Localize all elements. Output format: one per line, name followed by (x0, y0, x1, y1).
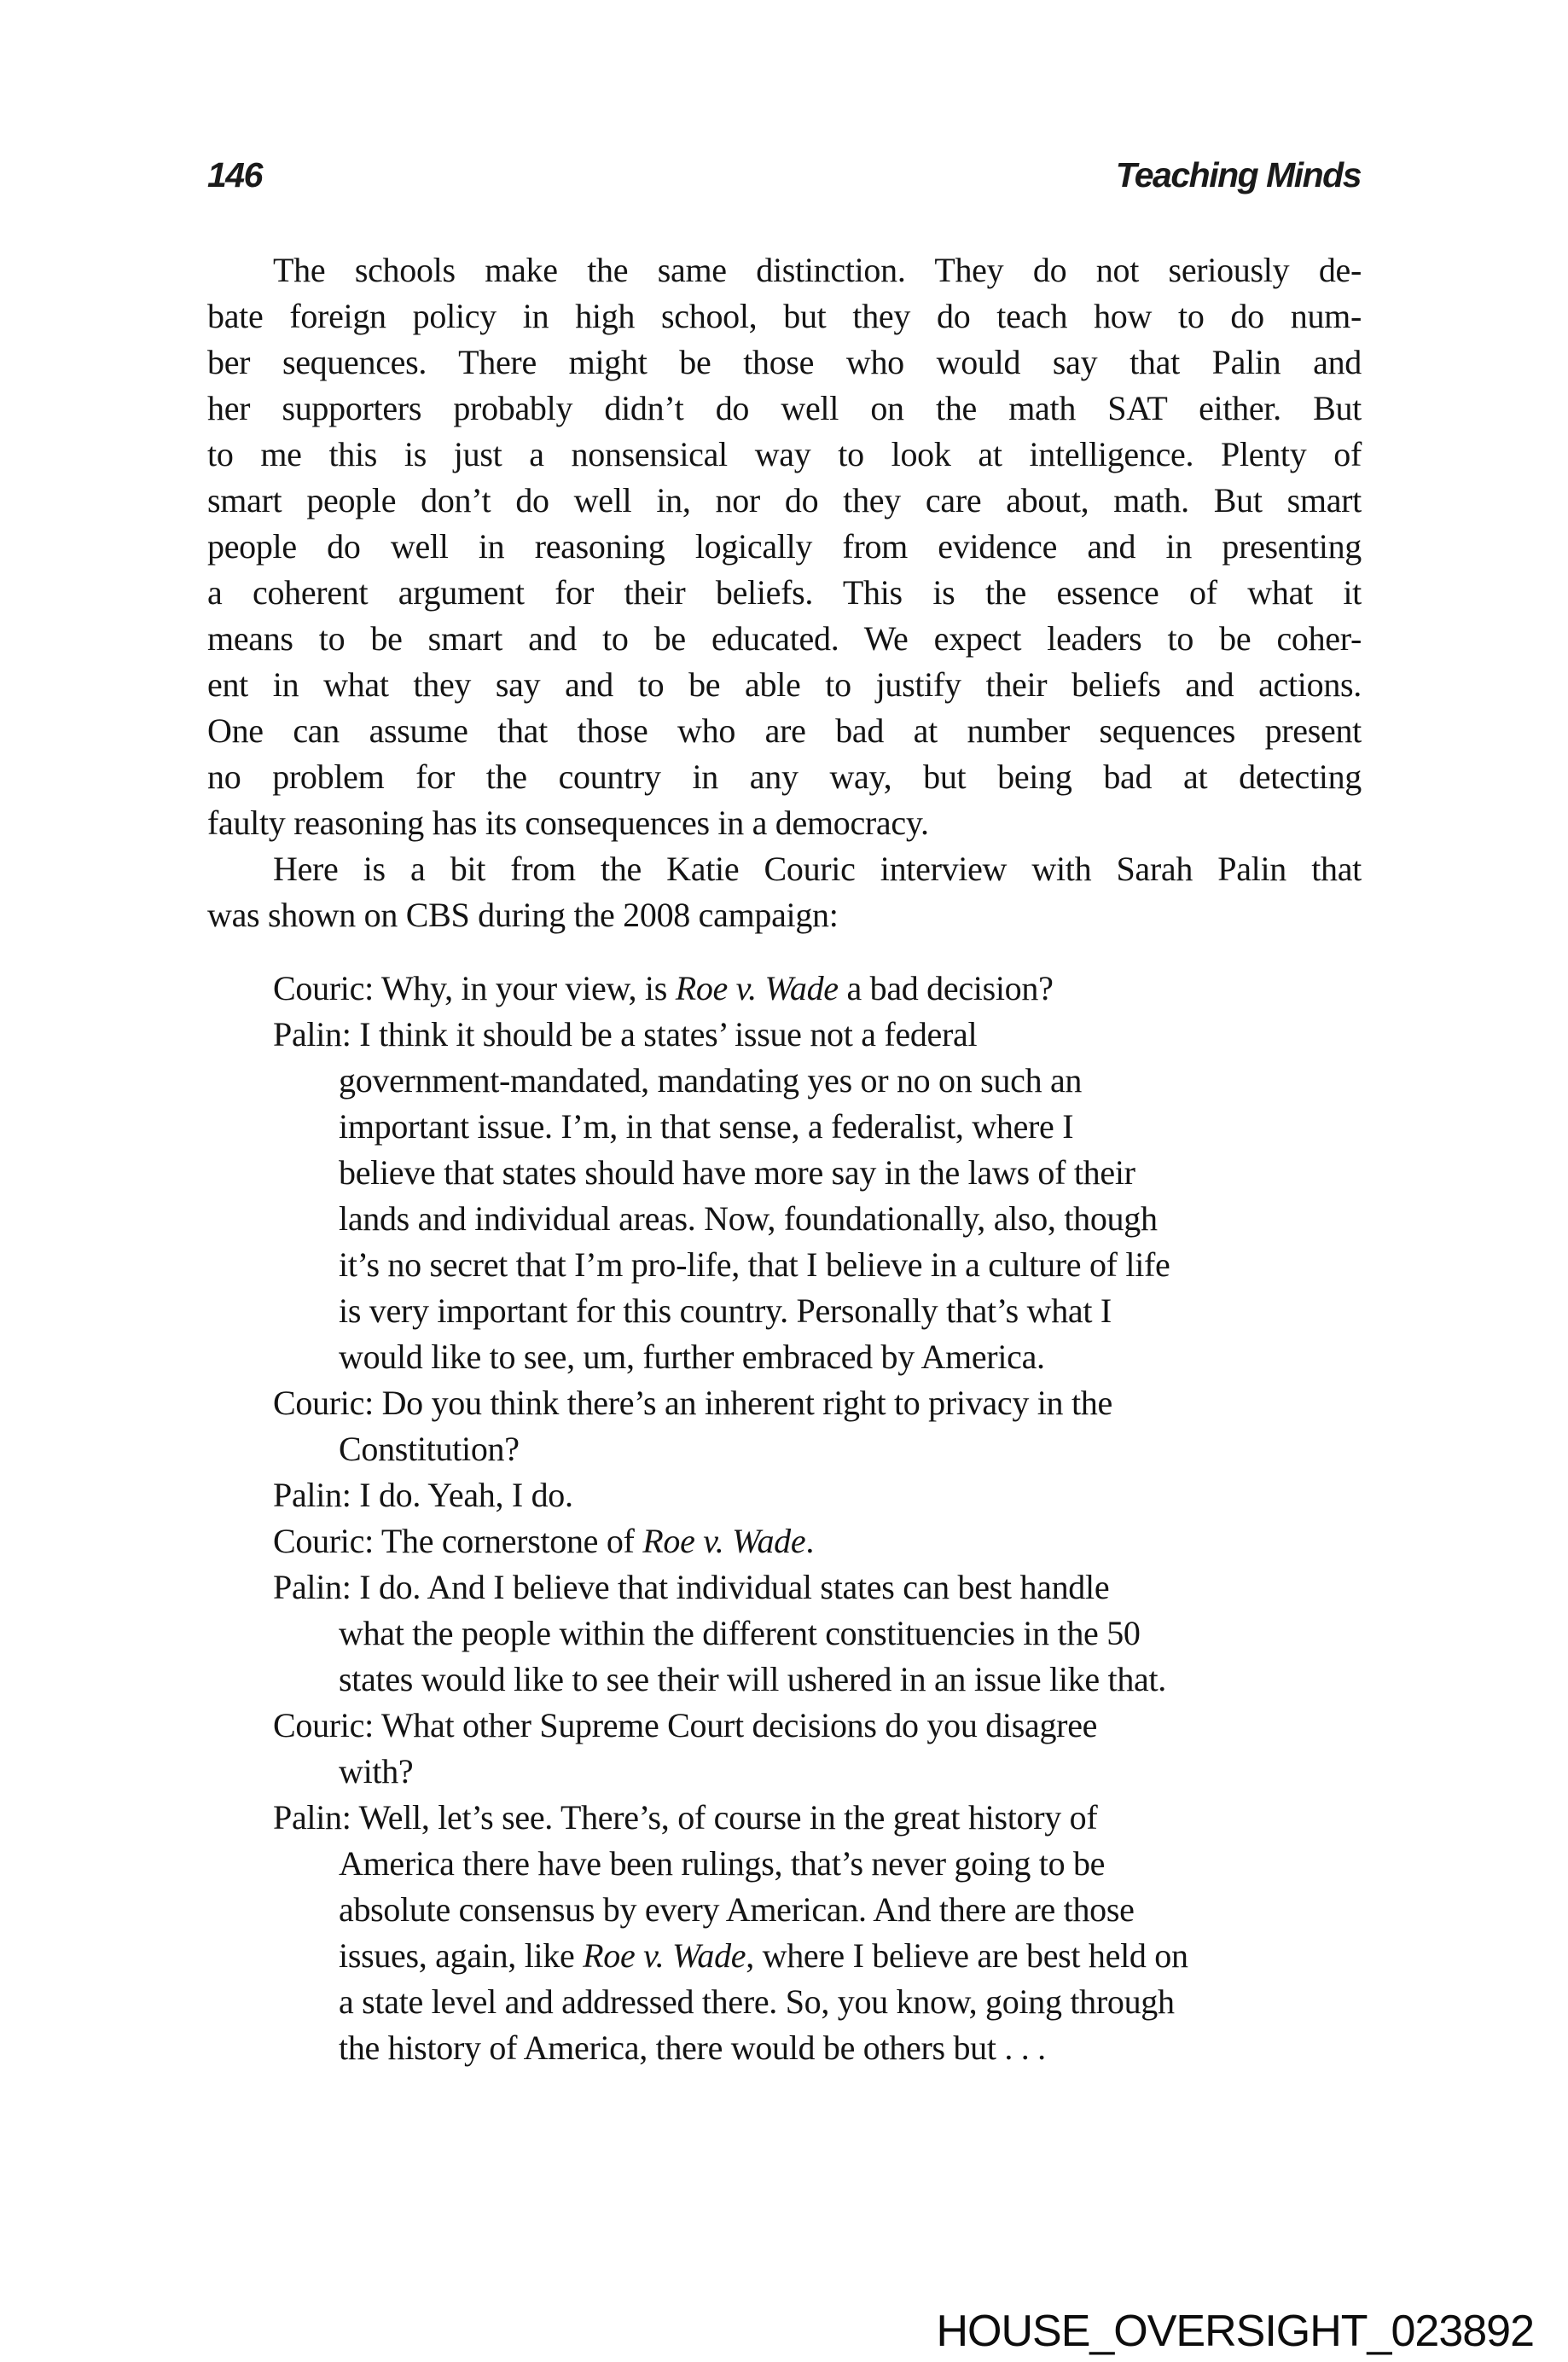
quote-text: absolute consensus by every American. And there are those (339, 1890, 1135, 1929)
body-line: her supporters probably didn’t do well on the math SAT either. But (207, 389, 1362, 427)
body-line: smart people don’t do well in, nor do they care about, math. But smart (207, 481, 1362, 519)
quote-line (207, 1749, 1362, 1795)
body-line: bate foreign policy in high school, but they do teach how to do num- (207, 297, 1362, 335)
quote-text: a state level and addressed there. So, you know, going through (339, 1982, 1175, 2021)
italic-case-name: Roe v. Wade (583, 1936, 746, 1975)
quote-line (207, 1795, 1362, 1841)
quote-text: important issue. I’m, in that sense, a federalist, where I (339, 1107, 1074, 1146)
quote-line (207, 1518, 1362, 1564)
quote-line (207, 966, 1362, 1012)
quote-line (207, 1564, 1362, 1610)
quote-text: what the people within the different constituencies in the 50 (339, 1614, 1141, 1652)
quote-text: Palin: Well, let’s see. There’s, of course in the great history of (273, 1798, 1098, 1837)
quote-text: the history of America, there would be others but . . . (339, 2028, 1046, 2067)
quote-line (207, 1012, 1362, 1058)
quote-line (207, 2025, 1362, 2071)
body-line: people do well in reasoning logically from evidence and in presenting (207, 527, 1362, 566)
quote-line (207, 1380, 1362, 1426)
italic-case-name: Roe v. Wade (642, 1522, 806, 1560)
body-line: ber sequences. There might be those who would say that Palin and (207, 343, 1362, 381)
body-line: was shown on CBS during the 2008 campaign: (207, 896, 839, 934)
quote-text: would like to see, um, further embraced by America. (339, 1338, 1045, 1376)
body-line: ent in what they say and to be able to justify their beliefs and actions. (207, 665, 1362, 704)
page-number: 146 (207, 155, 262, 194)
quote-text: issues, again, like (339, 1936, 584, 1975)
quote-text: Couric: Do you think there’s an inherent right to privacy in the (273, 1384, 1112, 1422)
body-line: no problem for the country in any way, but being bad at detecting (207, 757, 1362, 796)
quote-text: Palin: I do. Yeah, I do. (273, 1476, 573, 1514)
quote-text: Palin: I think it should be a states’ issue not a federal (273, 1015, 978, 1053)
running-head-book-title: Teaching Minds (1115, 155, 1361, 194)
quote-line (207, 1979, 1362, 2025)
body-line: The schools make the same distinction. They do not seriously de- (273, 251, 1362, 289)
quote-line (207, 1058, 1362, 1104)
quote-line (207, 1334, 1362, 1380)
quote-text: lands and individual areas. Now, foundationally, also, though (339, 1199, 1158, 1238)
quote-line (207, 1933, 1362, 1979)
quote-text: , where I believe are best held on (746, 1936, 1188, 1975)
quote-text: America there have been rulings, that’s never going to be (339, 1844, 1106, 1883)
body-line: One can assume that those who are bad at number sequences present (207, 711, 1362, 750)
quote-block (207, 966, 1362, 2071)
quote-line (207, 1288, 1362, 1334)
quote-line (207, 1657, 1362, 1703)
quote-line (207, 1610, 1362, 1657)
quote-text: Couric: The cornerstone of (273, 1522, 643, 1560)
italic-case-name: Roe v. Wade (675, 969, 839, 1007)
body-line: faulty reasoning has its consequences in a democracy. (207, 804, 929, 842)
quote-text: . (805, 1522, 815, 1560)
quote-text: is very important for this country. Personally that’s what I (339, 1291, 1112, 1330)
body-line: Here is a bit from the Katie Couric interview with Sarah Palin that (273, 850, 1362, 888)
bates-stamp: HOUSE_OVERSIGHT_023892 (936, 2307, 1534, 2356)
quote-line (207, 1104, 1362, 1150)
quote-text: Palin: I do. And I believe that individual states can best handle (273, 1568, 1110, 1606)
quote-line (207, 1887, 1362, 1933)
body-line: a coherent argument for their beliefs. This is the essence of what it (207, 573, 1362, 612)
quote-text: Couric: Why, in your view, is (273, 969, 676, 1007)
paragraph (207, 247, 1362, 846)
quote-text: Couric: What other Supreme Court decisions do you disagree (273, 1706, 1098, 1744)
quote-line (207, 1703, 1362, 1749)
quote-text: with? (339, 1752, 414, 1790)
quote-line (207, 1841, 1362, 1887)
quote-line (207, 1426, 1362, 1472)
page-header (207, 155, 1361, 195)
page-body (207, 247, 1362, 2071)
body-line: means to be smart and to be educated. We expect leaders to be coher- (207, 619, 1362, 658)
quote-text: government-mandated, mandating yes or no on such an (339, 1061, 1083, 1100)
quote-line (207, 1196, 1362, 1242)
quote-line (207, 1242, 1362, 1288)
quote-line (207, 1472, 1362, 1518)
quote-text: Constitution? (339, 1430, 520, 1468)
paragraph (207, 846, 1362, 938)
quote-text: states would like to see their will ushered in an issue like that. (339, 1660, 1166, 1698)
quote-text: believe that states should have more say in the laws of their (339, 1153, 1135, 1192)
quote-text: it’s no secret that I’m pro-life, that I believe in a culture of life (339, 1245, 1170, 1284)
body-line: to me this is just a nonsensical way to look at intelligence. Plenty of (207, 435, 1362, 473)
quote-line (207, 1150, 1362, 1196)
body-paragraphs (207, 247, 1362, 938)
quote-text: a bad decision? (838, 969, 1054, 1007)
